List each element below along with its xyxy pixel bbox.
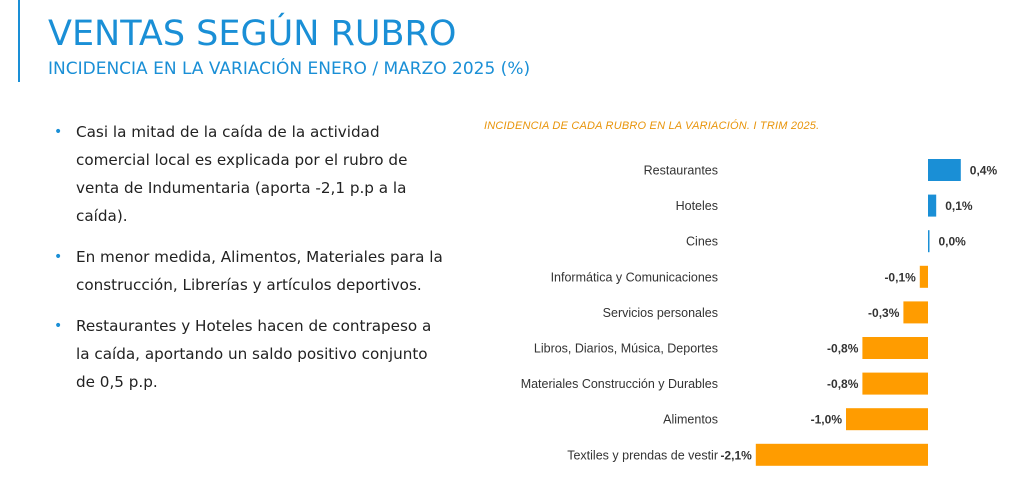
data-label: 0,1% (945, 199, 973, 214)
bullet-dot-icon: • (54, 318, 63, 334)
chart-title: INCIDENCIA DE CADA RUBRO EN LA VARIACIÓN. I TRIM 2025. (484, 120, 820, 132)
incidence-bar-chart (470, 150, 1000, 475)
data-label: -0,8% (827, 377, 859, 392)
page-title: VENTAS SEGÚN RUBRO (48, 14, 457, 54)
category-label: Hoteles (675, 199, 718, 214)
bar (862, 373, 928, 395)
bar (903, 301, 928, 323)
bullet-item (52, 243, 447, 299)
category-label: Servicios personales (602, 305, 718, 320)
category-label: Textiles y prendas de vestir (567, 448, 718, 463)
title-accent-line (18, 0, 20, 82)
data-label: -1,0% (810, 412, 842, 427)
category-label: Alimentos (663, 412, 718, 427)
data-label: -0,3% (868, 305, 900, 320)
data-label: 0,4% (969, 163, 998, 178)
category-label: Restaurantes (643, 163, 718, 178)
bullet-dot-icon: • (54, 124, 63, 140)
bullet-text: Restaurantes y Hoteles hacen de contrapeso a la caída, aportando un saldo positivo conjunto de 0,5 p.p. (76, 317, 432, 391)
bar (928, 195, 936, 217)
data-label: 0,0% (938, 234, 966, 249)
bullet-text: Casi la mitad de la caída de la actividad comercial local es explicada por el rubro de venta de Indumentaria (aporta -2,1 p.p a la caída). (76, 123, 408, 225)
data-label: -0,1% (884, 270, 916, 285)
bar (846, 408, 928, 430)
bar (862, 337, 928, 359)
bar (928, 159, 961, 181)
bullet-text: En menor medida, Alimentos, Materiales para la construcción, Librerías y artículos deportivos. (76, 248, 443, 294)
bullet-list (52, 118, 447, 409)
bullet-dot-icon: • (54, 249, 63, 265)
data-label: -2,1% (720, 448, 752, 463)
page-subtitle: INCIDENCIA EN LA VARIACIÓN ENERO / MARZO 2025 (%) (48, 59, 531, 79)
bar (756, 444, 928, 466)
category-label: Libros, Diarios, Música, Deportes (533, 341, 718, 356)
category-label: Cines (686, 234, 718, 249)
bullet-item (52, 118, 447, 230)
category-label: Materiales Construcción y Durables (520, 377, 718, 392)
bar (928, 230, 930, 252)
bar (920, 266, 928, 288)
data-label: -0,8% (827, 341, 859, 356)
category-label: Informática y Comunicaciones (550, 270, 718, 285)
bullet-item (52, 312, 447, 396)
